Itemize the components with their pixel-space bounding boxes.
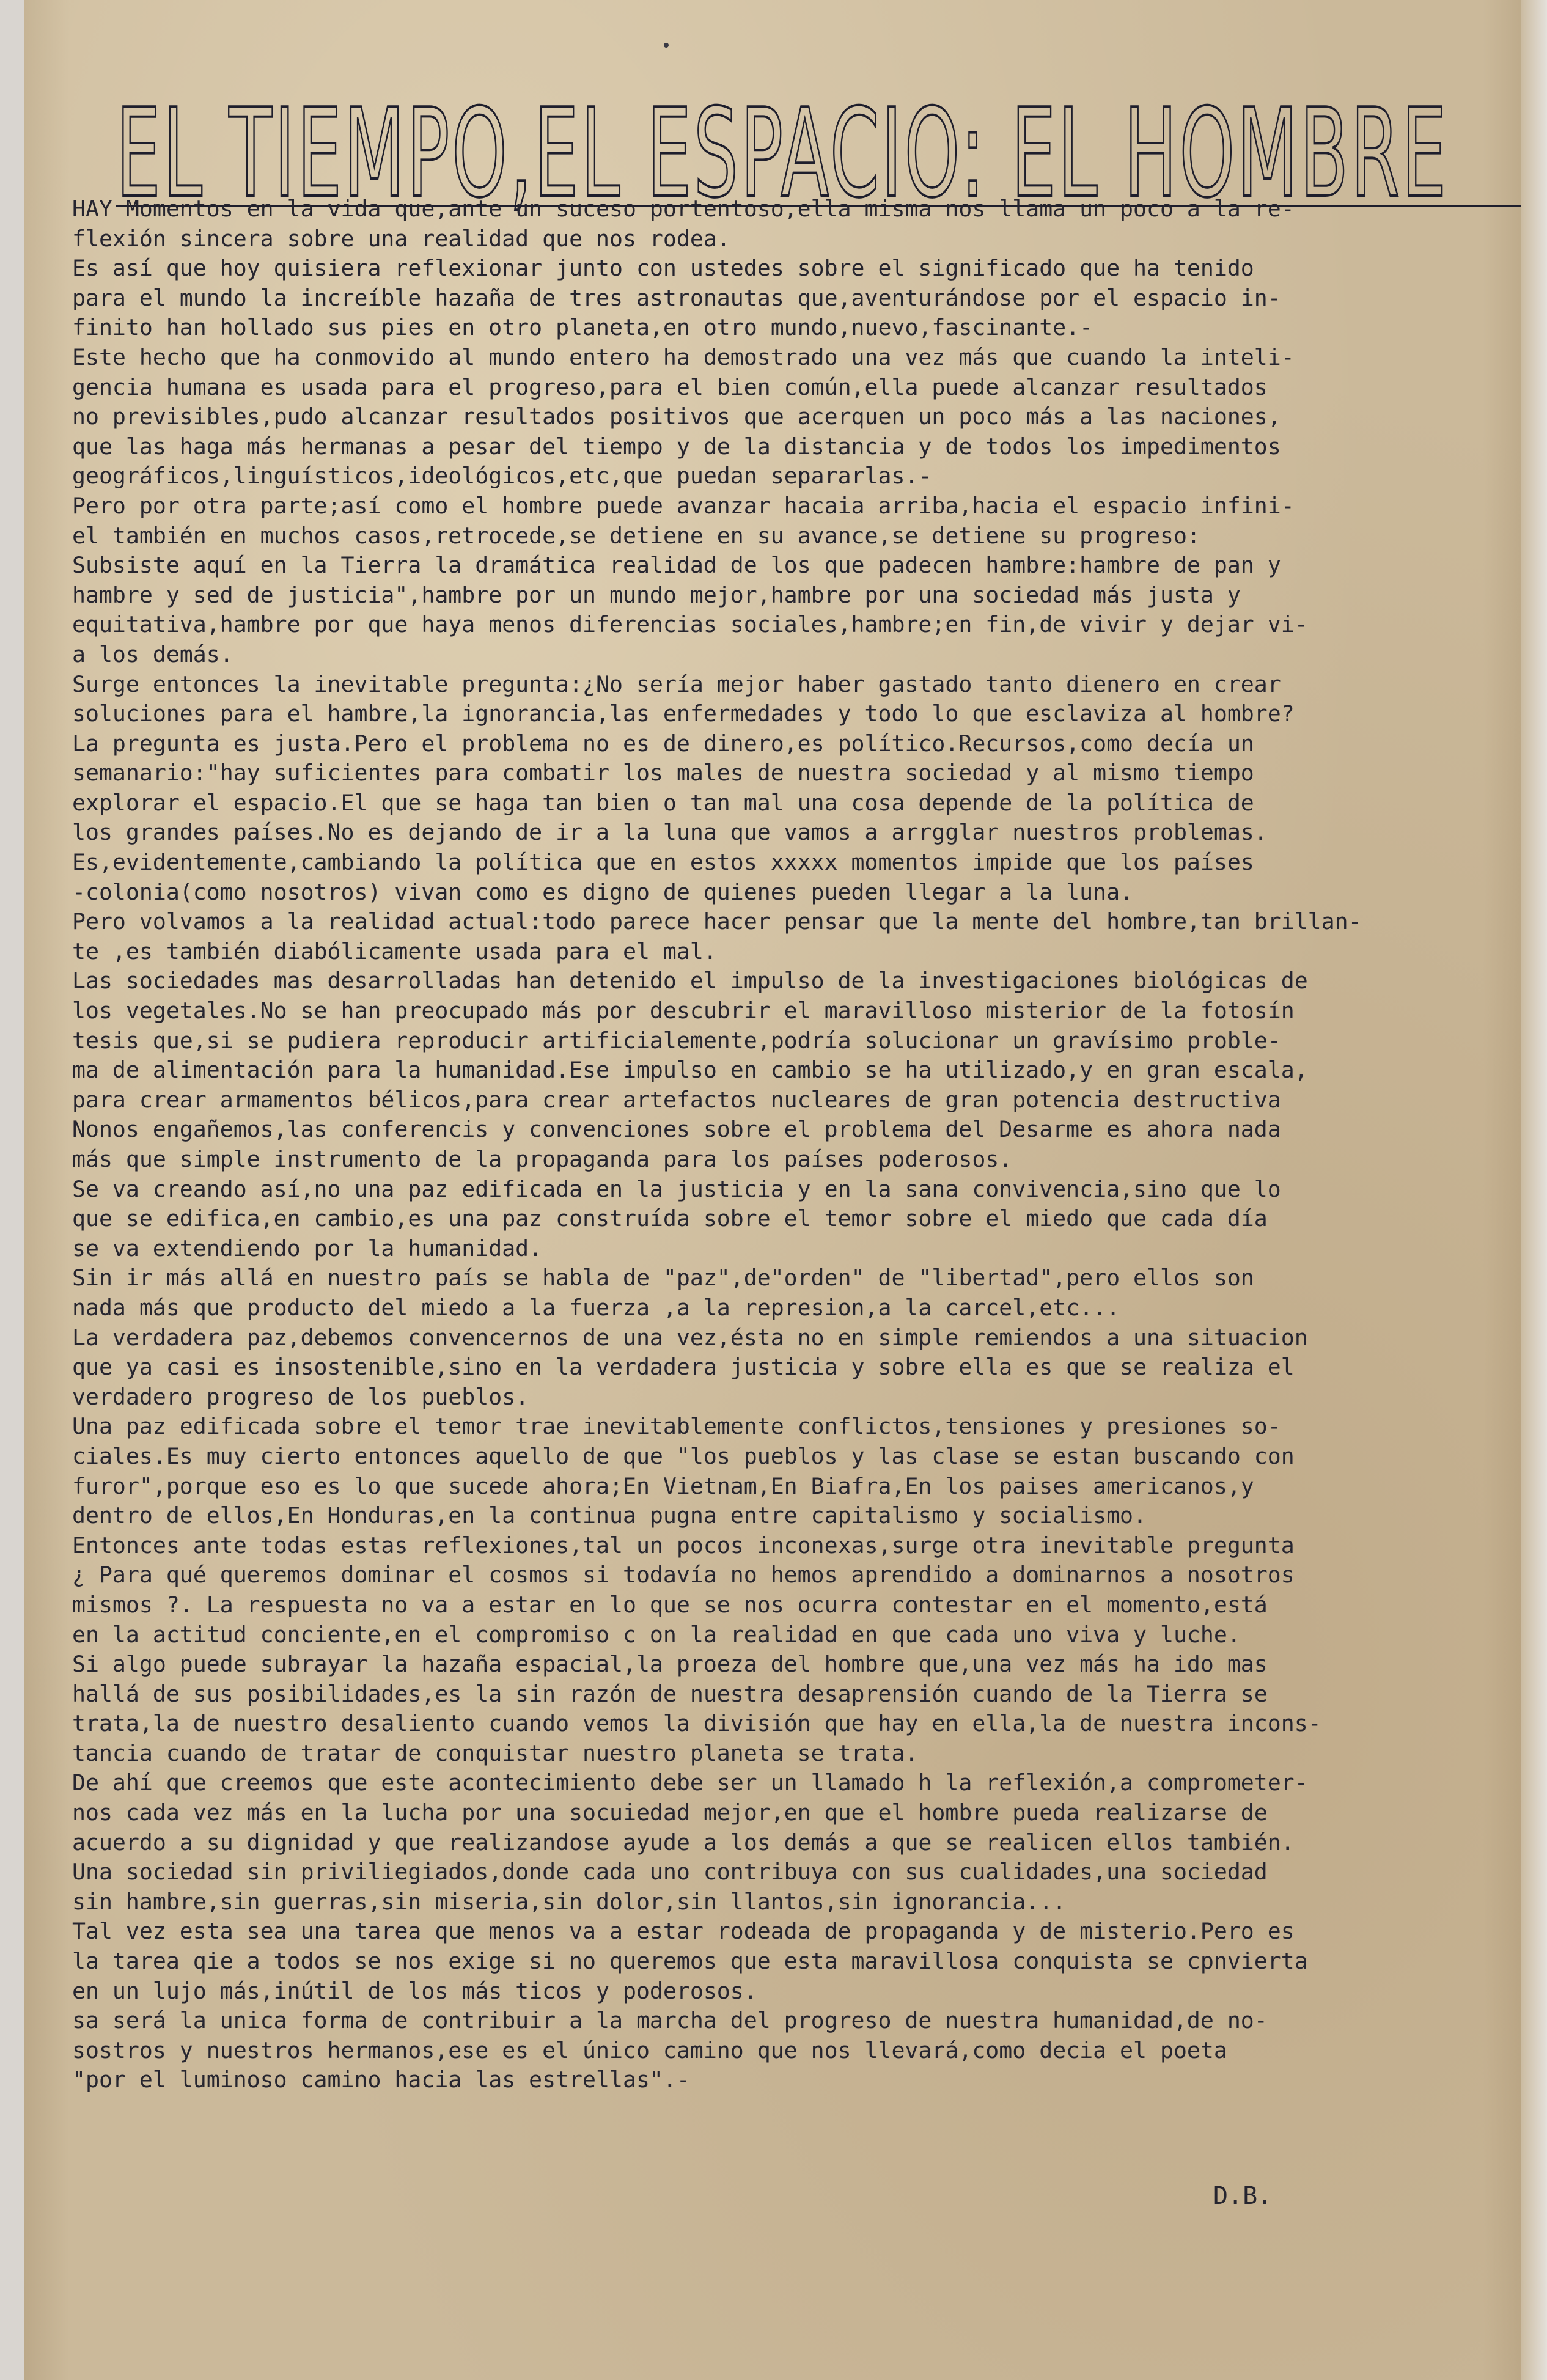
text-line: hambre y sed de justicia",hambre por un mundo mejor,hambre por una sociedad más justa y bbox=[72, 581, 1241, 608]
text-line: verdadero progreso de los pueblos. bbox=[72, 1383, 529, 1410]
text-line: Surge entonces la inevitable pregunta:¿No sería mejor haber gastado tanto dienero en crear bbox=[72, 670, 1281, 697]
text-line: Pero por otra parte;así como el hombre puede avanzar hacaia arriba,hacia el espacio infini- bbox=[72, 492, 1295, 519]
text-line: para crear armamentos bélicos,para crear artefactos nucleares de gran potencia destructiva bbox=[72, 1086, 1281, 1113]
text-line: acuerdo a su dignidad y que realizandose ayude a los demás a que se realicen ellos también. bbox=[72, 1829, 1295, 1856]
text-line: se va extendiendo por la humanidad. bbox=[72, 1235, 543, 1262]
text-line: sostros y nuestros hermanos,ese es el único camino que nos llevará,como decia el poeta bbox=[72, 2037, 1227, 2063]
text-line: tesis que,si se pudiera reproducir artificialemente,podría solucionar un gravísimo proble- bbox=[72, 1027, 1281, 1054]
text-line: gencia humana es usada para el progreso,para el bien común,ella puede alcanzar resultados bbox=[72, 373, 1268, 400]
text-line: dentro de ellos,En Honduras,en la continua pugna entre capitalismo y socialismo. bbox=[72, 1502, 1147, 1529]
text-line: "por el luminoso camino hacia las estrellas".- bbox=[72, 2066, 690, 2093]
article-body bbox=[72, 194, 1499, 2095]
paper-sheet bbox=[24, 0, 1528, 2380]
text-line: en un lujo más,inútil de los más ticos y poderosos. bbox=[72, 1977, 757, 2004]
text-line: semanario:"hay suficientes para combatir los males de nuestra sociedad y al mismo tiempo bbox=[72, 760, 1254, 787]
text-line: soluciones para el hambre,la ignorancia,las enfermedades y todo lo que esclaviza al hombre? bbox=[72, 700, 1295, 727]
text-line: Si algo puede subrayar la hazaña espacial,la proeza del hombre que,una vez más ha ido mas bbox=[72, 1651, 1268, 1678]
text-line: La pregunta es justa.Pero el problema no es de dinero,es político.Recursos,como decía un bbox=[72, 730, 1254, 757]
text-line: no previsibles,pudo alcanzar resultados positivos que acerquen un poco más a las naciones, bbox=[72, 403, 1281, 430]
text-line: Subsiste aquí en la Tierra la dramática realidad de los que padecen hambre:hambre de pan y bbox=[72, 552, 1281, 579]
title-text: EL TIEMPO,EL ESPACIO: EL HOMBRE bbox=[116, 83, 1449, 217]
text-line: furor",porque eso es lo que sucede ahora;En Vietnam,En Biafra,En los paises americanos,y bbox=[72, 1472, 1254, 1499]
text-line: a los demás. bbox=[72, 641, 233, 667]
text-line: Sin ir más allá en nuestro país se habla de "paz",de"orden" de "libertad",pero ellos son bbox=[72, 1265, 1254, 1291]
text-line: hallá de sus posibilidades,es la sin razón de nuestra desaprensión cuando de la Tierra se bbox=[72, 1680, 1268, 1707]
text-line: nada más que producto del miedo a la fuerza ,a la represion,a la carcel,etc... bbox=[72, 1294, 1120, 1321]
text-line: más que simple instrumento de la propaganda para los países poderosos. bbox=[72, 1146, 1013, 1172]
signature: D.B. bbox=[1213, 2182, 1273, 2210]
text-line: que las haga más hermanas a pesar del tiempo y de la distancia y de todos los impedimentos bbox=[72, 433, 1281, 460]
text-line: mismos ?. La respuesta no va a estar en lo que se nos ocurra contestar en el momento,está bbox=[72, 1591, 1268, 1618]
text-line: sin hambre,sin guerras,sin miseria,sin dolor,sin llantos,sin ignorancia... bbox=[72, 1888, 1067, 1915]
text-line: -colonia(como nosotros) vivan como es digno de quienes pueden llegar a la luna. bbox=[72, 878, 1134, 905]
text-line: La verdadera paz,debemos convencernos de una vez,ésta no en simple remiendos a una situacion bbox=[72, 1324, 1308, 1351]
text-line: geográficos,linguísticos,ideológicos,etc,que puedan separarlas.- bbox=[72, 463, 932, 490]
text-line: Las sociedades mas desarrolladas han detenido el impulso de la investigaciones biológicas de bbox=[72, 968, 1308, 994]
text-line: la tarea qie a todos se nos exige si no queremos que esta maravillosa conquista se cpnvierta bbox=[72, 1948, 1308, 1975]
text-line: en la actitud conciente,en el compromiso c on la realidad en que cada uno viva y luche. bbox=[72, 1621, 1241, 1648]
scan-margin bbox=[1521, 0, 1547, 2380]
text-line: que se edifica,en cambio,es una paz construída sobre el temor sobre el miedo que cada día bbox=[72, 1205, 1268, 1232]
text-line: el también en muchos casos,retrocede,se detiene en su avance,se detiene su progreso: bbox=[72, 522, 1200, 549]
text-line: Entonces ante todas estas reflexiones,tal un pocos inconexas,surge otra inevitable pregunta bbox=[72, 1532, 1295, 1559]
text-line: tancia cuando de tratar de conquistar nuestro planeta se trata. bbox=[72, 1739, 919, 1766]
text-line: equitativa,hambre por que haya menos diferencias sociales,hambre;en fin,de vivir y dejar vi- bbox=[72, 611, 1308, 638]
text-line: ¿ Para qué queremos dominar el cosmos si todavía no hemos aprendido a dominarnos a nosotros bbox=[72, 1562, 1295, 1589]
text-line: sa será la unica forma de contribuir a la marcha del progreso de nuestra humanidad,de no- bbox=[72, 2007, 1268, 2034]
text-line: Pero volvamos a la realidad actual:todo parece hacer pensar que la mente del hombre,tan brillan- bbox=[72, 908, 1362, 935]
text-line: Tal vez esta sea una tarea que menos va a estar rodeada de propaganda y de misterio.Pero es bbox=[72, 1918, 1295, 1945]
text-line: explorar el espacio.El que se haga tan bien o tan mal una cosa depende de la política de bbox=[72, 789, 1254, 816]
text-line: Es así que hoy quisiera reflexionar junto con ustedes sobre el significado que ha tenido bbox=[72, 255, 1254, 282]
text-line: finito han hollado sus pies en otro planeta,en otro mundo,nuevo,fascinante.- bbox=[72, 314, 1093, 341]
text-line: te ,es también diabólicamente usada para el mal. bbox=[72, 938, 717, 964]
text-line: Este hecho que ha conmovido al mundo entero ha demostrado una vez más que cuando la inteli- bbox=[72, 343, 1295, 370]
text-line: los vegetales.No se han preocupado más por descubrir el maravilloso misterior de la fotosín bbox=[72, 997, 1295, 1024]
text-line: Es,evidentemente,cambiando la política que en estos xxxxx momentos impide que los países bbox=[72, 849, 1254, 876]
text-line: que ya casi es insostenible,sino en la verdadera justicia y sobre ella es que se realiza el bbox=[72, 1354, 1295, 1381]
text-line: Una paz edificada sobre el temor trae inevitablemente conflictos,tensiones y presiones so- bbox=[72, 1413, 1281, 1440]
text-line: Una sociedad sin priviliegiados,donde cada uno contribuya con sus cualidades,una sociedad bbox=[72, 1859, 1268, 1886]
text-line: ciales.Es muy cierto entonces aquello de que "los pueblos y las clase se estan buscando con bbox=[72, 1442, 1295, 1469]
text-line: los grandes países.No es dejando de ir a la luna que vamos a arrgglar nuestros problemas. bbox=[72, 819, 1268, 846]
text-line: trata,la de nuestro desaliento cuando vemos la división que hay en ella,la de nuestra incons- bbox=[72, 1710, 1321, 1737]
text-line: Se va creando así,no una paz edificada en la justicia y en la sana convivencia,sino que lo bbox=[72, 1175, 1281, 1202]
text-line: HAY Momentos en la vida que,ante un suceso portentoso,ella misma nos llama un poco a la re- bbox=[72, 196, 1295, 222]
ink-speck bbox=[664, 43, 669, 48]
text-line: flexión sincera sobre una realidad que nos rodea. bbox=[72, 225, 730, 252]
text-line: nos cada vez más en la lucha por una socuiedad mejor,en que el hombre pueda realizarse de bbox=[72, 1799, 1268, 1826]
text-line: Nonos engañemos,las conferencis y convenciones sobre el problema del Desarme es ahora nada bbox=[72, 1116, 1281, 1143]
text-line: para el mundo la increíble hazaña de tres astronautas que,aventurándose por el espacio in- bbox=[72, 284, 1281, 311]
text-line: De ahí que creemos que este acontecimiento debe ser un llamado h la reflexión,a comprometer- bbox=[72, 1769, 1308, 1796]
text-line: ma de alimentación para la humanidad.Ese impulso en cambio se ha utilizado,y en gran escala, bbox=[72, 1057, 1308, 1084]
